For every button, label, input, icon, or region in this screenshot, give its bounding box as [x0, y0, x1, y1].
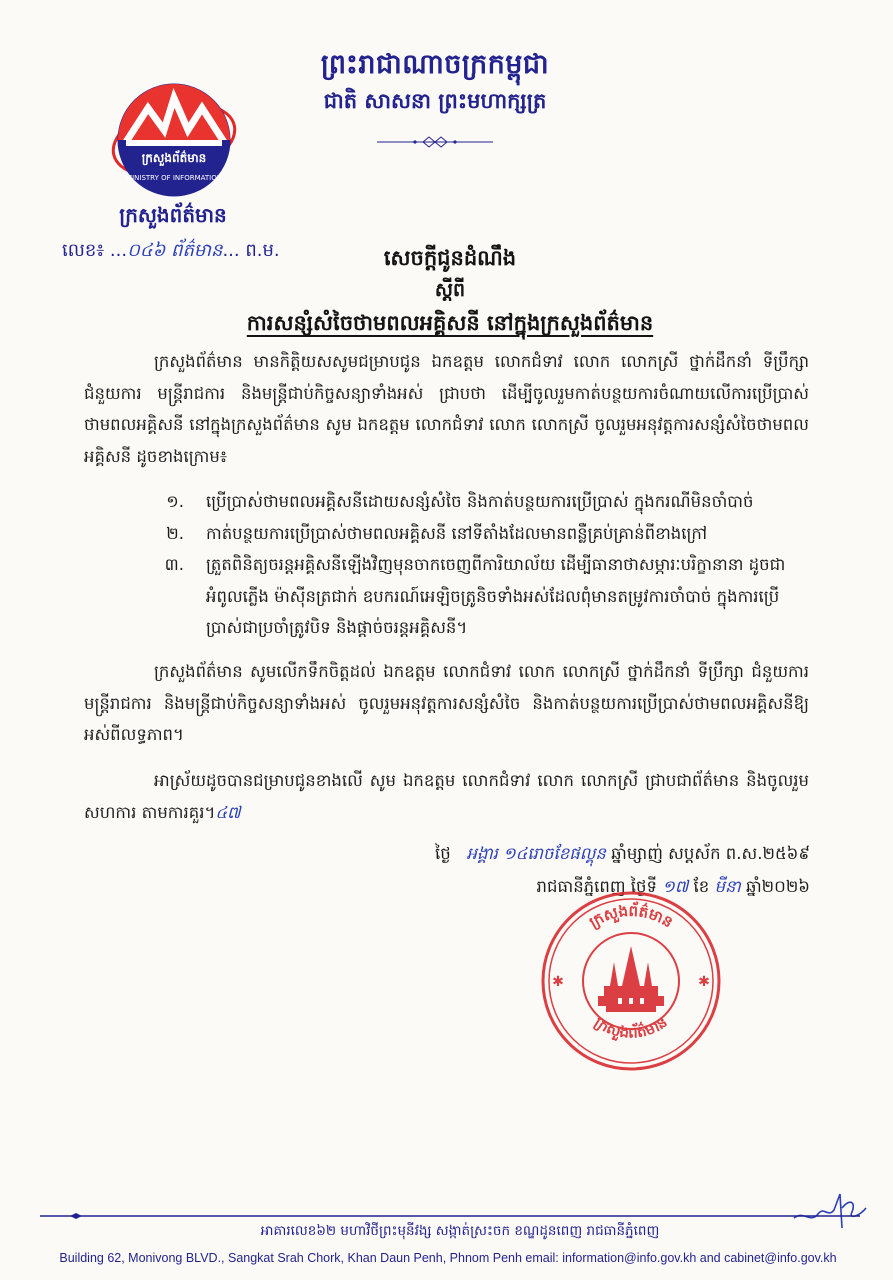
seal-text-bottom: ក្រសួងព័ត៌មាន — [591, 1012, 671, 1042]
measures-list — [84, 486, 809, 644]
footer-divider — [40, 1212, 860, 1220]
body-paragraph-1 — [84, 346, 809, 472]
list-item — [84, 486, 809, 518]
svg-text:✱: ✱ — [698, 974, 710, 990]
notice-subject: ស្តីពី — [434, 279, 466, 301]
solar-month: មីនា — [714, 877, 741, 896]
paragraph-2-text: ក្រសួងព័ត៌មាន សូមលើកទឹកចិត្តដល់ ឯកឧត្តម លោកជំទាវ លោក លោកស្រី ថ្នាក់ដឹកនាំ ទីប្រឹក្សា ជំនួយការ មន្ត្រីរាជការ និងមន្ត្រីជាប់កិច្ចសន្យាទាំងអស់ ចូលរួមអនុវត្តការសន្សំសំចៃ និងកាត់បន្ថយការប្រើប្រាស់ថាមពលអគ្គិសនីឱ្យអស់ពីលទ្ធភាព។ — [84, 662, 809, 744]
logo-text-km: ក្រសួងព័ត៌មាន — [141, 151, 207, 165]
reference-number — [62, 238, 280, 265]
body-paragraph-3 — [84, 765, 809, 828]
ministry-logo-icon — [108, 80, 240, 202]
paragraph-3-text: អាស្រ័យដូចបានជម្រាបជូនខាងលើ សូម ឯកឧត្តម លោកជំទាវ លោក លោកស្រី ជ្រាបជាព័ត៌មាន និងចូលរួមសហការ តាមការគួរ។ — [84, 771, 809, 822]
list-item-number: ១. — [166, 492, 184, 511]
list-item-number: ២. — [166, 523, 184, 543]
lunar-date-prefix: ថ្ងៃ — [435, 844, 451, 863]
solar-month-label: ខែ — [693, 877, 710, 896]
ornament-divider-icon — [375, 134, 495, 150]
list-item — [84, 518, 809, 550]
footer-address-km: អាគារលេខ៦២ មហាវិថីព្រះមុនីវង្ស សង្កាត់ស្រះចក ខណ្ឌដូនពេញ រាជធានីភ្នំពេញ — [260, 1223, 660, 1239]
ministry-name: ក្រសួងព័ត៌មាន — [119, 203, 227, 227]
ref-suffix: ... ព.ម. — [222, 240, 280, 261]
national-motto: ជាតិ សាសនា ព្រះមហាក្សត្រ — [323, 89, 547, 113]
list-item-text: ប្រើប្រាស់ថាមពលអគ្គិសនីដោយសន្សំសំចៃ និងកាត់បន្ថយការប្រើប្រាស់ ក្នុងករណីមិនចាំបាច់ — [206, 492, 754, 511]
official-seal-icon — [538, 888, 724, 1074]
lunar-date-suffix: ឆ្នាំម្សាញ់ សប្តស័ក ព.ស.២៥៦៩ — [611, 844, 810, 863]
list-item-text: ត្រួតពិនិត្យចរន្តអគ្គិសនីឡើងវិញមុនចាកចេញពីការិយាល័យ ដើម្បីធានាថាសម្ភារៈបរិក្ខានានា ដូចជាអំពូលភ្លើង ម៉ាស៊ីនត្រជាក់ ឧបករណ៍អេឡិចត្រូនិចទាំងអស់ដែលពុំមានតម្រូវការចាំបាច់ ក្នុងការប្រើប្រាស់ជាប្រចាំត្រូវបិទ និងផ្តាច់ចរន្តអគ្គិសនី។ — [206, 555, 786, 637]
notice-title: សេចក្តីជូនដំណឹង — [383, 246, 517, 270]
list-item-number: ៣. — [164, 555, 184, 574]
lunar-date-written: អង្គារ ១៤រោចខែផល្គុន — [466, 844, 606, 863]
ref-label: លេខ៖ ... — [62, 240, 128, 261]
footer-address-en: Building 62, Monivong BLVD., Sangkat Srah Chork, Khan Daun Penh, Phnom Penh email: information@info.gov.kh and cabinet@info.gov.kh — [59, 1251, 837, 1265]
list-item — [84, 549, 809, 644]
solar-date-prefix: រាជធានីភ្នំពេញ ថ្ងៃទី — [536, 877, 657, 896]
body-paragraph-2 — [84, 656, 809, 751]
ref-number: ០៤៦ ព័ត៌មាន — [127, 240, 223, 261]
notice-topic: ការសន្សំសំចៃថាមពលអគ្គិសនី នៅក្នុងក្រសួងព័ត៌មាន — [246, 311, 654, 335]
kingdom-title: ព្រះរាជាណាចក្រកម្ពុជា — [320, 49, 550, 80]
solar-day: ១៧ — [662, 877, 689, 896]
seal-text-top: ក្រសួងព័ត៌មាន — [586, 901, 677, 932]
logo-text-en: MINISTRY OF INFORMATION — [126, 174, 222, 182]
lunar-date — [380, 844, 810, 868]
solar-year: ឆ្នាំ២០២៦ — [745, 877, 810, 896]
paragraph-1-text: ក្រសួងព័ត៌មាន មានកិត្តិយសសូមជម្រាបជូន ឯកឧត្តម លោកជំទាវ លោក លោកស្រី ថ្នាក់ដឹកនាំ ទីប្រឹក្សា ជំនួយការ មន្ត្រីរាជការ និងមន្ត្រីជាប់កិច្ចសន្យាទាំងអស់ ជ្រាបថា ដើម្បីចូលរួមកាត់បន្ថយការចំណាយលើការប្រើប្រាស់ថាមពលអគ្គិសនី នៅក្នុងក្រសួងព័ត៌មាន សូម ឯកឧត្តម លោកជំទាវ លោក លោកស្រី ចូលរួមអនុវត្តការសន្សំសំចៃថាមពលអគ្គិសនី ដូចខាងក្រោម៖ — [84, 352, 809, 466]
handwritten-initial: ៤៧ — [215, 802, 241, 822]
svg-text:✱: ✱ — [552, 974, 564, 990]
list-item-text: កាត់បន្ថយការប្រើប្រាស់ថាមពលអគ្គិសនី នៅទីតាំងដែលមានពន្លឺគ្រប់គ្រាន់ពីខាងក្រៅ — [206, 523, 708, 543]
svg-text:ក្រសួងព័ត៌មាន — [591, 1013, 670, 1043]
